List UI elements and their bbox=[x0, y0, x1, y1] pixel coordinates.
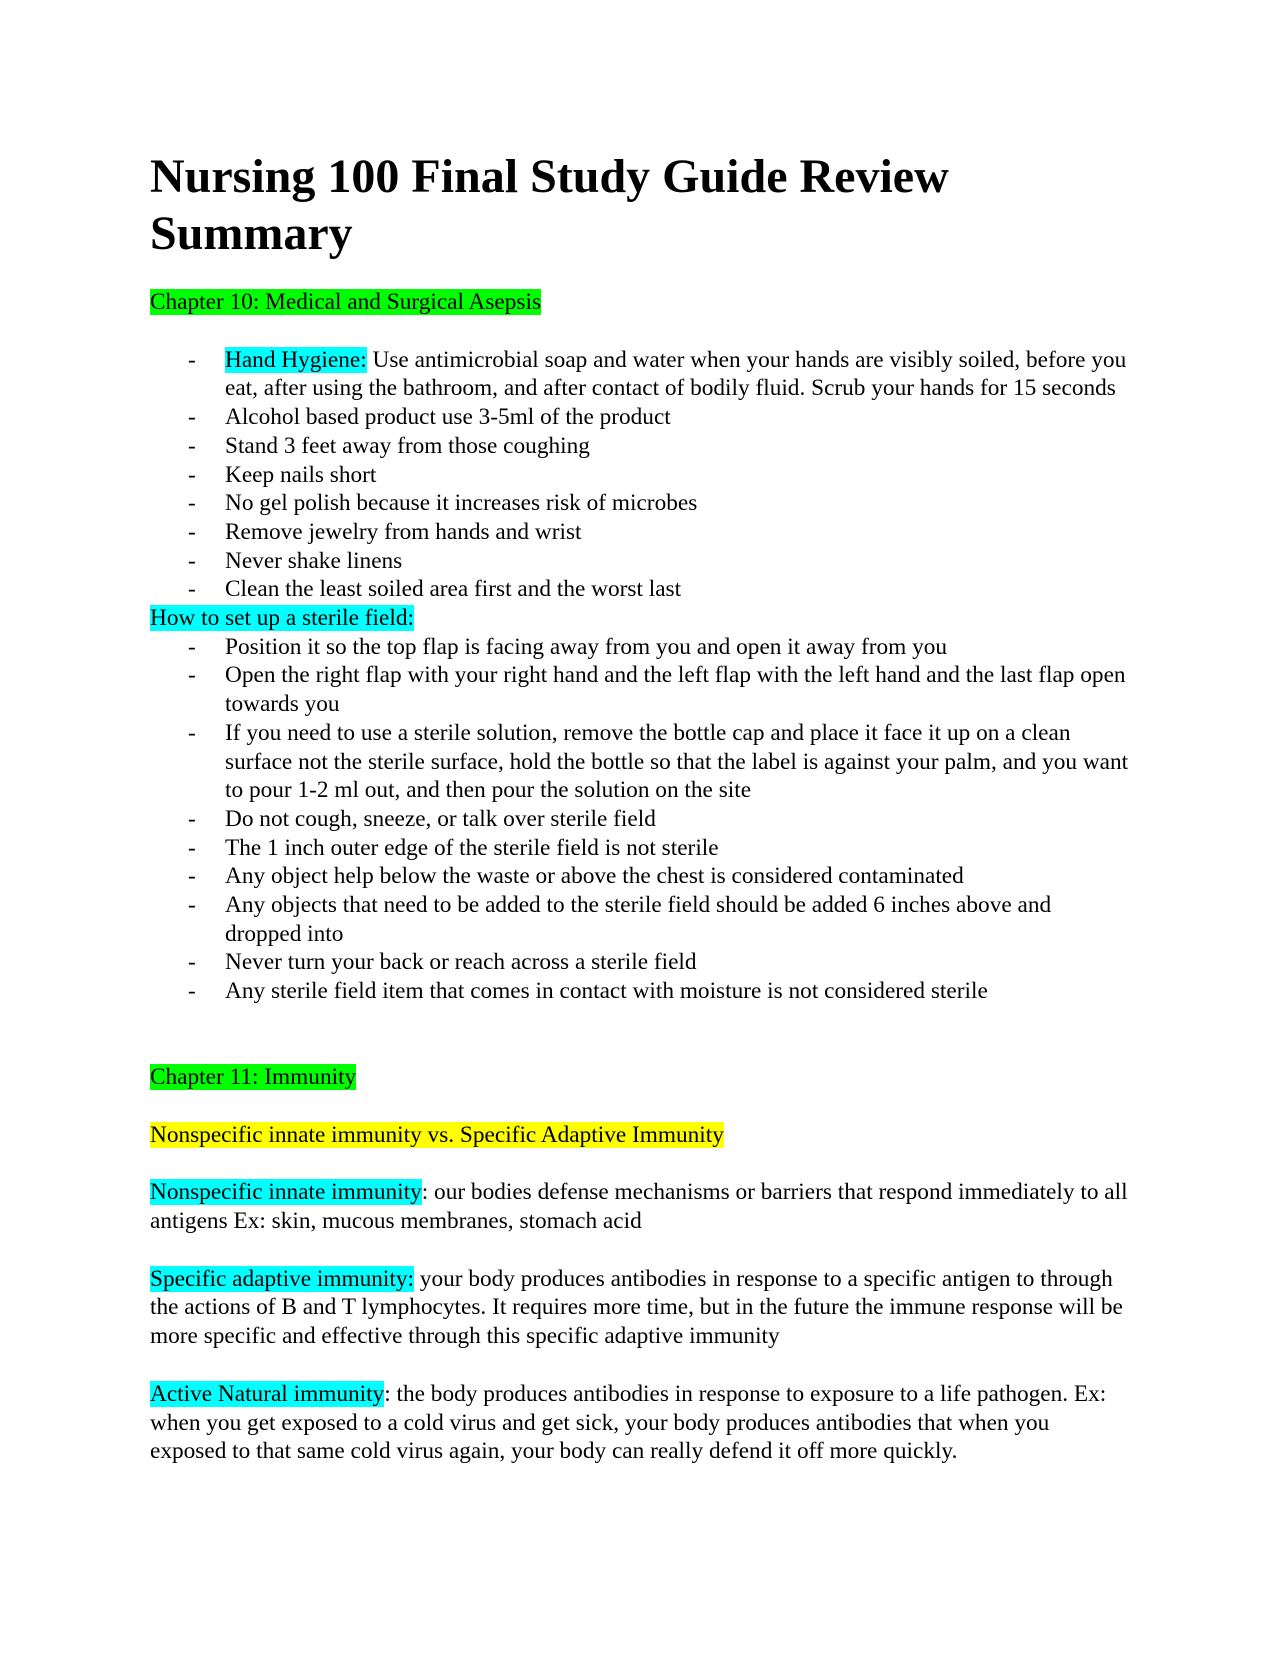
dash-bullet: - bbox=[188, 346, 196, 373]
list-item-text: Open the right flap with your right hand and the left flap with the left hand and the last flap open towards you bbox=[225, 662, 1126, 718]
list-item bbox=[150, 977, 1130, 1006]
list-item-text: The 1 inch outer edge of the sterile field is not sterile bbox=[225, 834, 719, 861]
definition-term: Specific adaptive immunity: bbox=[150, 1265, 414, 1292]
dash-bullet: - bbox=[188, 633, 196, 660]
list-item-text: Clean the least soiled area first and the worst last bbox=[225, 576, 682, 603]
definition-text: your body produces antibodies in response to a specific antigen to through the actions of B and T lymphocytes. It requires more time, but in the future the immune response will be more specific and effective through this specific adaptive immunity bbox=[150, 1265, 1123, 1350]
dash-bullet: - bbox=[188, 547, 196, 574]
definition-text: : our bodies defense mechanisms or barriers that respond immediately to all antigens Ex: skin, mucous membranes, stomach acid bbox=[150, 1179, 1128, 1234]
page-title: Nursing 100 Final Study Guide Review Summary bbox=[150, 150, 949, 260]
sterile-field-heading bbox=[150, 604, 1130, 633]
list-item-text: Stand 3 feet away from those coughing bbox=[225, 432, 590, 459]
list-item bbox=[150, 891, 1130, 948]
spacer bbox=[150, 1092, 1130, 1121]
definition-text: : the body produces antibodies in response to exposure to a life pathogen. Ex: when you get exposed to a cold virus and get sick, your body produces antibodies that when you exposed to that same cold virus again, your body can really defend it off more quickly. bbox=[150, 1380, 1107, 1465]
dash-bullet: - bbox=[188, 490, 196, 517]
list-item bbox=[150, 489, 1130, 518]
hand-hygiene-list bbox=[150, 346, 1130, 604]
list-item-text: Any object help below the waste or above the chest is considered contaminated bbox=[225, 863, 964, 890]
definition-paragraph bbox=[150, 1380, 1130, 1466]
spacer bbox=[150, 317, 1130, 346]
chapter-10-heading-text: Chapter 10: Medical and Surgical Asepsis bbox=[150, 289, 542, 315]
immunity-subheading bbox=[150, 1121, 1130, 1150]
definition-paragraph bbox=[150, 1265, 1130, 1351]
spacer bbox=[150, 1236, 1130, 1265]
dash-bullet: - bbox=[188, 863, 196, 890]
list-item bbox=[150, 948, 1130, 977]
list-item-text: Alcohol based product use 3-5ml of the product bbox=[225, 404, 671, 431]
spacer bbox=[150, 1006, 1130, 1063]
list-item-text: Keep nails short bbox=[225, 461, 377, 488]
dash-bullet: - bbox=[188, 892, 196, 919]
list-item-text: Do not cough, sneeze, or talk over sterile field bbox=[225, 805, 656, 832]
dash-bullet: - bbox=[188, 404, 196, 431]
spacer bbox=[150, 1149, 1130, 1178]
definition-paragraph bbox=[150, 1178, 1130, 1235]
list-item bbox=[150, 461, 1130, 490]
sterile-field-heading-text: How to set up a sterile field: bbox=[150, 605, 414, 632]
list-item bbox=[150, 346, 1130, 403]
dash-bullet: - bbox=[188, 662, 196, 689]
document-page bbox=[150, 148, 1130, 1466]
list-item-text: Any sterile field item that comes in contact with moisture is not considered sterile bbox=[225, 978, 988, 1005]
list-item-text: Never shake linens bbox=[225, 547, 403, 574]
sterile-field-list bbox=[150, 633, 1130, 1006]
spacer bbox=[150, 1351, 1130, 1380]
dash-bullet: - bbox=[188, 461, 196, 488]
dash-bullet: - bbox=[188, 834, 196, 861]
chapter-11-heading bbox=[150, 1063, 1130, 1092]
dash-bullet: - bbox=[188, 518, 196, 545]
list-item bbox=[150, 575, 1130, 604]
dash-bullet: - bbox=[188, 949, 196, 976]
list-item bbox=[150, 805, 1130, 834]
list-item-text: No gel polish because it increases risk of microbes bbox=[225, 490, 698, 517]
list-item bbox=[150, 633, 1130, 662]
list-item bbox=[150, 661, 1130, 718]
list-item bbox=[150, 547, 1130, 576]
list-item bbox=[150, 518, 1130, 547]
list-item bbox=[150, 862, 1130, 891]
definition-term: Nonspecific innate immunity bbox=[150, 1179, 422, 1206]
definition-term: Active Natural immunity bbox=[150, 1380, 385, 1407]
chapter-10-heading bbox=[150, 288, 1130, 317]
dash-bullet: - bbox=[188, 719, 196, 746]
list-item-text: Remove jewelry from hands and wrist bbox=[225, 518, 582, 545]
list-item bbox=[150, 834, 1130, 863]
list-item bbox=[150, 432, 1130, 461]
dash-bullet: - bbox=[188, 978, 196, 1005]
dash-bullet: - bbox=[188, 576, 196, 603]
list-item-text: Position it so the top flap is facing away from you and open it away from you bbox=[225, 633, 948, 660]
list-item-text: Never turn your back or reach across a sterile field bbox=[225, 949, 697, 976]
chapter-11-heading-text: Chapter 11: Immunity bbox=[150, 1063, 357, 1090]
immunity-subheading-text: Nonspecific innate immunity vs. Specific Adaptive Immunity bbox=[150, 1121, 724, 1148]
hand-hygiene-label: Hand Hygiene: bbox=[225, 346, 367, 373]
list-item-text: If you need to use a sterile solution, remove the bottle cap and place it face it up on a clean surface not the sterile surface, hold the bottle so that the label is against your palm, and you want to pour 1-2 ml out, and then pour the solution on the site bbox=[225, 719, 1129, 804]
dash-bullet: - bbox=[188, 432, 196, 459]
list-item bbox=[150, 403, 1130, 432]
list-item bbox=[150, 719, 1130, 805]
hand-hygiene-text: Use antimicrobial soap and water when your hands are visibly soiled, before you eat, after using the bathroom, and after contact of bodily fluid. Scrub your hands for 15 seconds bbox=[225, 346, 1127, 402]
list-item-text: Any objects that need to be added to the sterile field should be added 6 inches above and dropped into bbox=[225, 892, 1052, 947]
dash-bullet: - bbox=[188, 805, 196, 832]
